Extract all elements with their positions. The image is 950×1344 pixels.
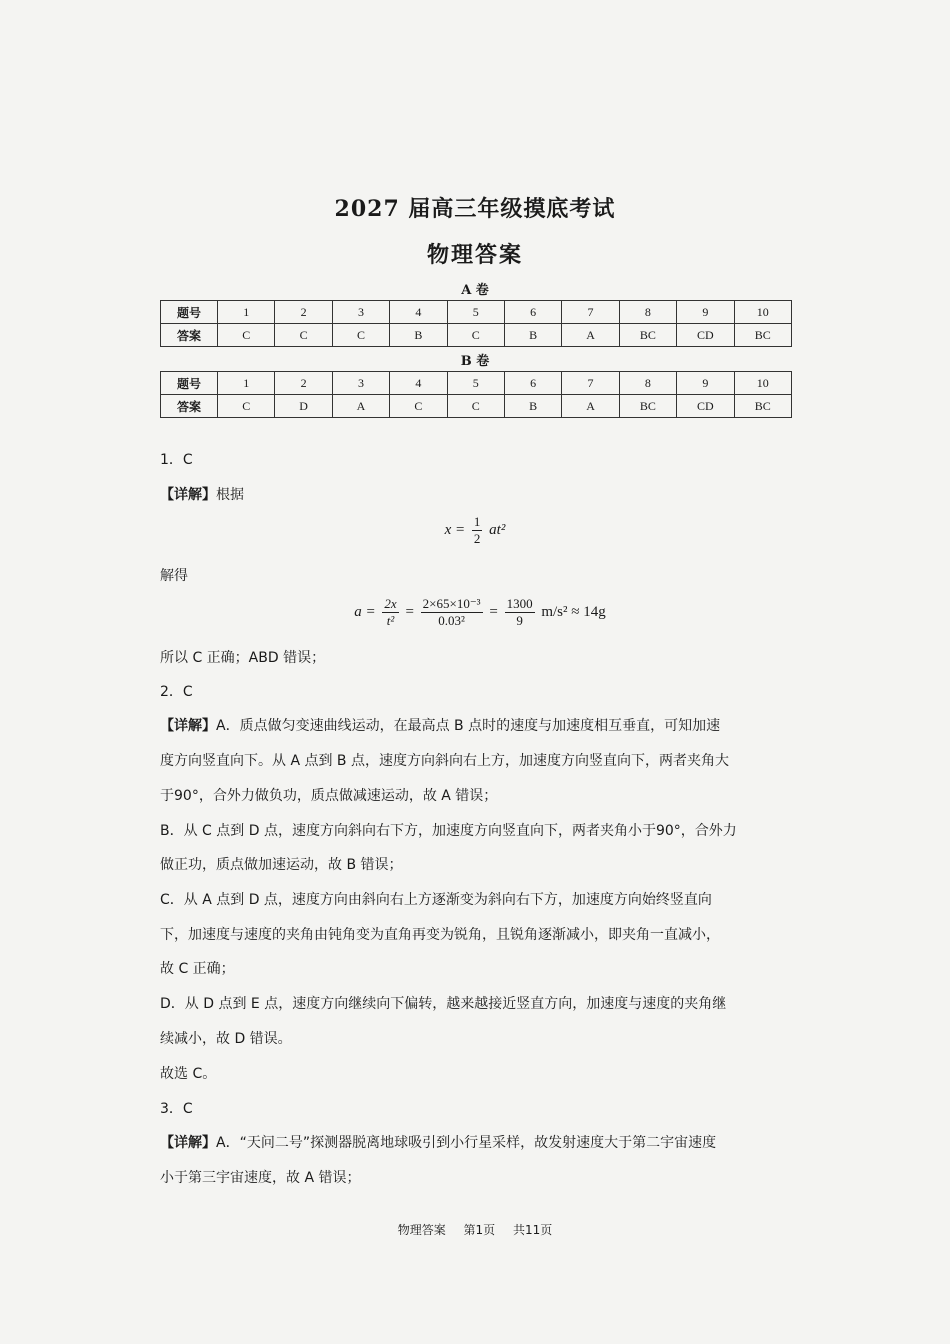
table-cell: C [447,324,504,347]
table-cell: 1 [218,372,275,395]
table-cell: C [447,395,504,418]
q2-line-10: 续减小，故 D 错误。 [160,1031,292,1047]
table-cell: 7 [562,301,619,324]
table-cell: C [275,324,332,347]
table-cell: A [562,395,619,418]
table-cell: A [562,324,619,347]
table-cell: CD [677,395,734,418]
table-cell: 4 [390,372,447,395]
q2-text: A．质点做匀变速曲线运动，在最高点 B 点时的速度与加速度相互垂直，可知加速 [216,718,721,734]
volume-b-label: B 卷 [460,354,490,369]
eq2-fraction-1 [382,596,398,629]
q2-line-2: 度方向竖直向下。从 A 点到 B 点，速度方向斜向右上方，加速度方向竖直向下，两者夹角大 [160,753,729,769]
table-cell: 10 [734,301,791,324]
table-row [161,372,792,395]
table-cell: 5 [447,301,504,324]
table-cell: 2 [275,301,332,324]
table-cell: B [504,324,561,347]
table-cell: C [390,395,447,418]
table-cell: 3 [332,372,389,395]
q2-heading: 2．C [160,684,193,700]
table-cell: A [332,395,389,418]
table-cell: 5 [447,372,504,395]
q1-intro: 根据 [216,487,244,503]
fraction-denominator: 9 [516,613,523,628]
eq1-rhs: at² [489,521,506,538]
page-footer: 物理答案 第1页 共11页 [397,1223,553,1237]
q1-conclusion: 所以 C 正确；ABD 错误； [160,650,326,666]
eq2-tail: m/s² ≈ 14g [541,603,606,620]
fraction-denominator: t² [386,613,395,628]
q2-line-7: 下，加速度与速度的夹角由钝角变为直角再变为锐角，且锐角逐渐减小，即夹角一直减小， [160,927,720,943]
table-row [161,301,792,324]
table-cell: 9 [677,372,734,395]
fraction-denominator: 0.03² [438,613,465,628]
eq2-lhs: a = [354,603,376,620]
table-cell: B [390,324,447,347]
table-cell: 8 [619,372,676,395]
fraction-numerator: 1300 [506,596,533,611]
table-cell: BC [734,324,791,347]
fraction-denominator: 2 [473,531,481,546]
table-cell: 9 [677,301,734,324]
q2-line-9: D．从 D 点到 E 点，速度方向继续向下偏转，越来越接近竖直方向，加速度与速度的夹角继 [160,996,727,1012]
volume-a-table [160,300,792,347]
q2-line-4: B．从 C 点到 D 点，速度方向斜向右下方，加速度方向竖直向下，两者夹角小于90°，合外力 [160,823,737,839]
eq2-fraction-3 [505,596,535,629]
eq2-fraction-2 [421,596,483,629]
table-row [161,324,792,347]
fraction-numerator: 2×65×10⁻³ [422,596,481,611]
table-cell: 7 [562,372,619,395]
table-cell: C [218,324,275,347]
table-cell: C [332,324,389,347]
table-cell: BC [734,395,791,418]
table-cell: CD [677,324,734,347]
q1-heading: 1．C [160,452,193,468]
q3-line-2: 小于第三宇宙速度，故 A 错误； [160,1170,361,1186]
q1-equation-1 [0,514,950,547]
fraction-numerator: 2x [384,596,397,611]
table-cell: 6 [504,301,561,324]
row-label: 题号 [161,301,218,324]
detail-tag: 【详解】 [160,487,216,503]
q2-line-3: 于90°，合外力做负功，质点做减速运动，故 A 错误； [160,788,498,804]
table-cell: 8 [619,301,676,324]
detail-tag: 【详解】 [160,1135,216,1151]
eq1-fraction [472,514,483,547]
q2-line-5: 做正功，质点做加速运动，故 B 错误； [160,857,403,873]
eq1-lhs: x = [444,521,466,538]
row-label: 答案 [161,395,218,418]
q2-line-1 [160,716,800,736]
q1-detail [160,485,800,505]
volume-b-table [160,371,792,418]
exam-title: 2027 届高三年级摸底考试 [334,196,616,222]
q2-line-11: 故选 C。 [160,1066,217,1082]
table-cell: 10 [734,372,791,395]
table-cell: 2 [275,372,332,395]
q2-line-8: 故 C 正确； [160,961,235,977]
fraction-numerator: 1 [473,514,481,529]
table-cell: 1 [218,301,275,324]
table-cell: B [504,395,561,418]
table-cell: BC [619,395,676,418]
table-cell: 4 [390,301,447,324]
q2-line-6: C．从 A 点到 D 点，速度方向由斜向右上方逐渐变为斜向右下方，加速度方向始终竖直向 [160,892,712,908]
table-cell: C [218,395,275,418]
q1-equation-2: a = $\frac{2x}{\text{t²}}$ = $\frac{\text{2×65×10⁻³}}{\text{0.03²}}$ = $\frac{1300}{9}$ m/s² ≈ 14g [354,596,606,628]
table-cell: BC [619,324,676,347]
table-cell: D [275,395,332,418]
q1-solve-label: 解得 [160,568,188,584]
q3-text: A．“天问二号”探测器脱离地球吸引到小行星采样，故发射速度大于第二宇宙速度 [216,1135,717,1151]
exam-subtitle: 物理答案 [426,242,523,268]
row-label: 答案 [161,324,218,347]
table-cell: 3 [332,301,389,324]
row-label: 题号 [161,372,218,395]
q3-heading: 3．C [160,1101,193,1117]
table-cell: 6 [504,372,561,395]
table-row [161,395,792,418]
detail-tag: 【详解】 [160,718,216,734]
q3-line-1 [160,1133,800,1153]
volume-a-label: A 卷 [461,283,489,298]
